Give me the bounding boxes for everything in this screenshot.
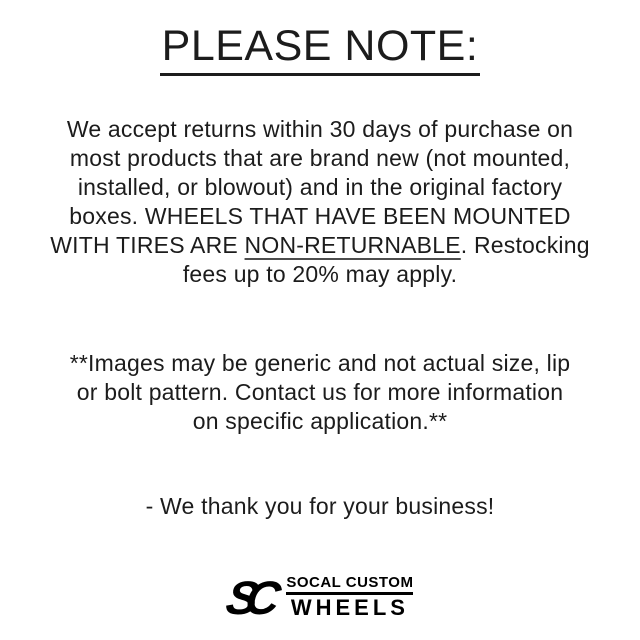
disclaimer-line-3: on specific application.** <box>192 408 448 434</box>
disclaimer-paragraph <box>0 349 640 436</box>
logo-wordmark <box>286 575 413 619</box>
policy-line-1: We accept returns within 30 days of purchase on <box>66 116 574 142</box>
policy-line-5 <box>0 231 640 260</box>
disclaimer-line-1: **Images may be generic and not actual size, lip <box>69 350 571 376</box>
socal-custom-wheels-logo <box>0 571 640 624</box>
title-row <box>0 24 640 76</box>
policy-line-2: most products that are brand new (not mounted, <box>69 145 571 171</box>
brand-name-bottom: WHEELS <box>290 594 409 620</box>
policy-line-6: fees up to 20% may apply. <box>182 261 458 287</box>
thank-you-text: - We thank you for your business! <box>145 493 495 519</box>
sc-monogram-icon: SC <box>221 571 273 624</box>
non-returnable-underlined-text: NON-RETURNABLE <box>244 232 461 258</box>
policy-line-4: boxes. WHEELS THAT HAVE BEEN MOUNTED <box>69 203 571 229</box>
disclaimer-line-2: or bolt pattern. Contact us for more information <box>76 379 564 405</box>
policy-line-5-after: . Restocking <box>460 232 590 258</box>
page-title: PLEASE NOTE: <box>160 24 481 76</box>
policy-line-3: installed, or blowout) and in the original factory <box>77 174 563 200</box>
closing-line <box>0 492 640 521</box>
brand-name-top: SOCAL CUSTOM <box>286 573 414 591</box>
return-policy-paragraph <box>0 115 640 289</box>
policy-line-5-before: WITH TIRES ARE <box>50 232 245 258</box>
